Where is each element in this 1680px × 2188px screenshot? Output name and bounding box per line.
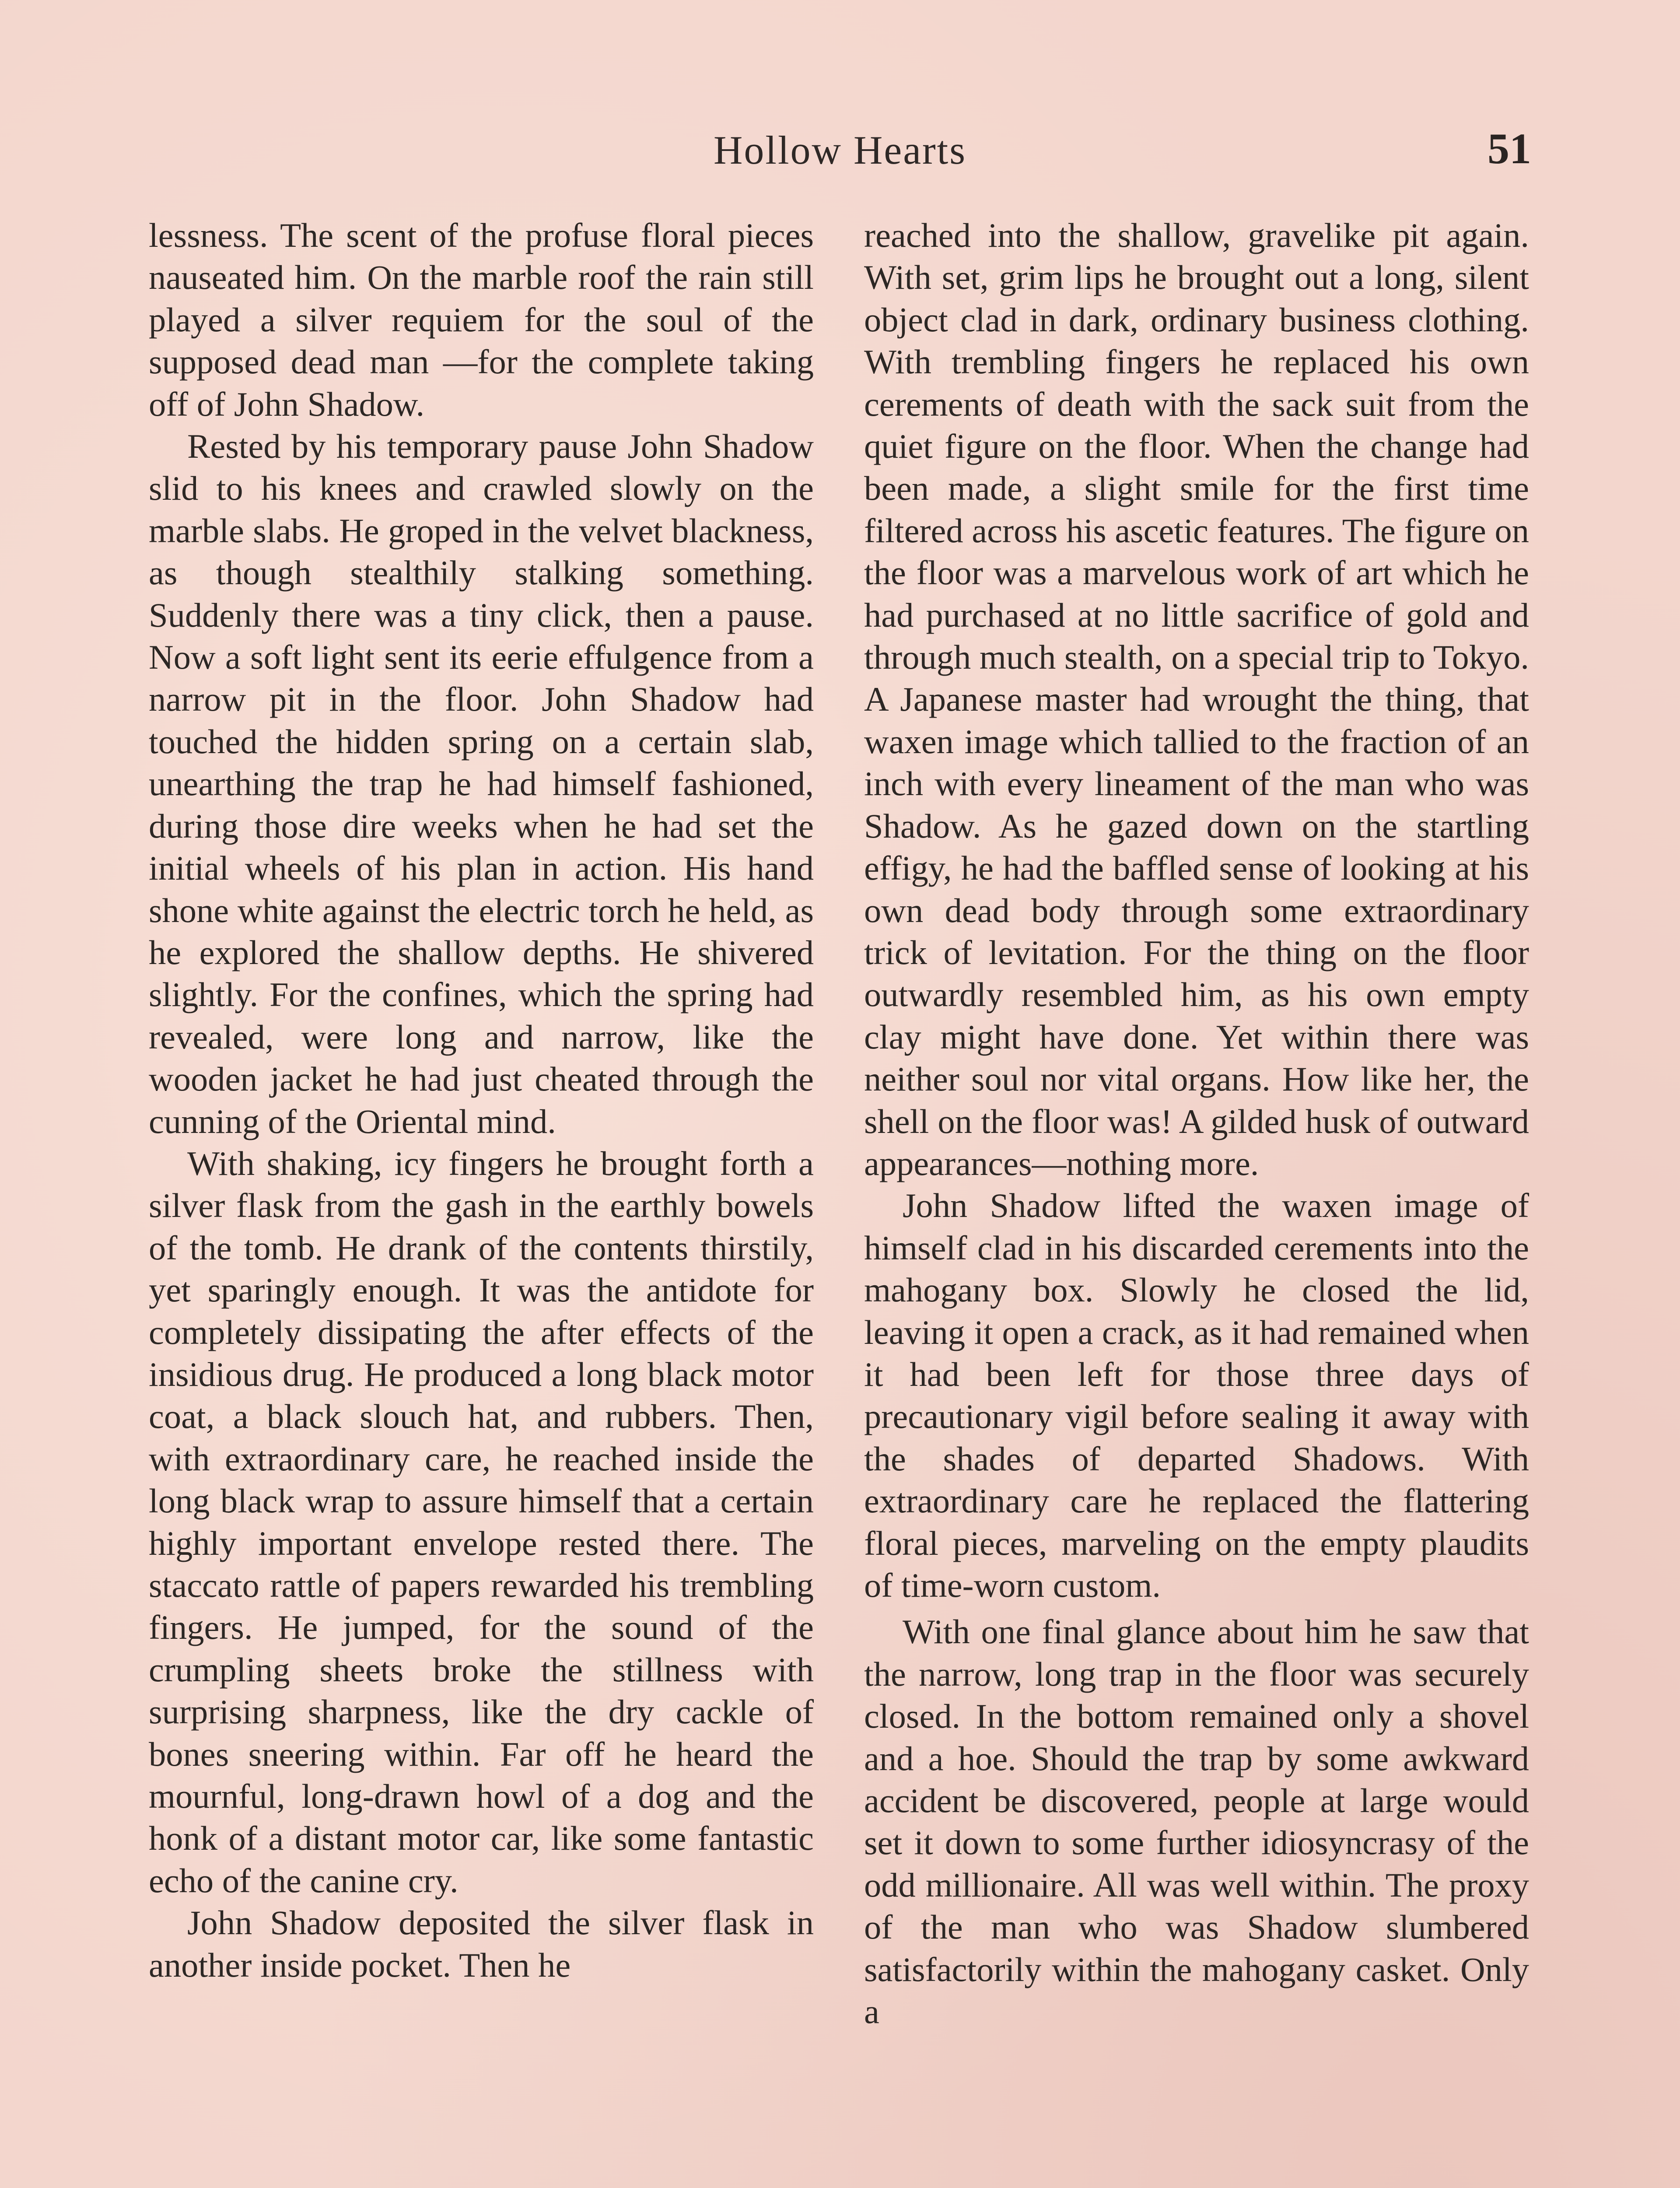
paragraph: lessness. The scent of the profuse floral pieces nauseated him. On the marble roof the rain still played a silver requiem for the soul of the supposed dead man —for the complete taking off of John Shadow. — [149, 216, 814, 423]
left-column — [149, 214, 814, 1986]
paragraph: John Shadow deposited the silver flask in another inside pocket. Then he — [149, 1904, 814, 1984]
page-number: 51 — [1488, 124, 1531, 173]
running-title: Hollow Hearts — [713, 128, 967, 172]
paragraph: Rested by his temporary pause John Shadow slid to his knees and crawled slowly on the marble slabs. He groped in the velvet blackness, as though stealthily stalking something. Suddenly there was a tiny click, then a pause. Now a soft light sent its eerie effulgence from a narrow pit in the floor. John Shadow had touched the hidden spring on a certain slab, unearthing the trap he had himself fashioned, during those dire weeks when he had set the initial wheels of his plan in action. His hand shone white against the electric torch he held, as he explored the shallow depths. He shivered slightly. For the confines, which the spring had revealed, were long and narrow, like the wooden jacket he had just cheated through the cunning of the Oriental mind. — [149, 427, 814, 1140]
paragraph: With shaking, icy fingers he brought forth a silver flask from the gash in the earthly bowels of the tomb. He drank of the contents thirstily, yet sparingly enough. It was the antidote for completely dissipating the after effects of the insidious drug. He produced a long black motor coat, a black slouch hat, and rubbers. Then, with extraordinary care, he reached inside the long black wrap to assure himself that a certain highly important envelope rested there. The staccato rattle of papers rewarded his trembling fingers. He jumped, for the sound of the crumpling sheets broke the stillness with surprising sharpness, like the dry cackle of bones sneering within. Far off he heard the mournful, long-drawn howl of a dog and the honk of a distant motor car, like some fantastic echo of the canine cry. — [149, 1144, 814, 1900]
paragraph: With one final glance about him he saw that the narrow, long trap in the floor was securely closed. In the bottom remained only a shovel and a hoe. Should the trap by some awkward accident be discovered, people at large would set it down to some further idiosyncrasy of the odd millionaire. All was well within. The proxy of the man who was Shadow slumbered satisfactorily within the mahogany casket. Only a — [864, 1613, 1529, 2031]
right-column — [864, 214, 1529, 2033]
paragraph: John Shadow lifted the waxen image of himself clad in his discarded cerements into the mahogany box. Slowly he closed the lid, leaving it open a crack, as it had remained when it had been left for those three days of precautionary vigil before sealing it away with the shades of departed Shadows. With extraordinary care he replaced the flattering floral pieces, marveling on the empty plaudits of time-worn custom. — [864, 1186, 1529, 1604]
paragraph: reached into the shallow, gravelike pit again. With set, grim lips he brought out a long, silent object clad in dark, ordinary business clothing. With trembling fingers he replaced his own cerements of death with the sack suit from the quiet figure on the floor. When the change had been made, a slight smile for the first time filtered across his ascetic features. The figure on the floor was a marvelous work of art which he had purchased at no little sacrifice of gold and through much stealth, on a special trip to Tokyo. A Japanese master had wrought the thing, that waxen image which tallied to the fraction of an inch with every lineament of the man who was Shadow. As he gazed down on the startling effigy, he had the baffled sense of looking at his own dead body through some extraordinary trick of levitation. For the thing on the floor outwardly resembled him, as his own empty clay might have done. Yet within there was neither soul nor vital organs. How like her, the shell on the floor was! A gilded husk of outward appearances—nothing more. — [864, 216, 1529, 1182]
page-header — [149, 124, 1531, 188]
